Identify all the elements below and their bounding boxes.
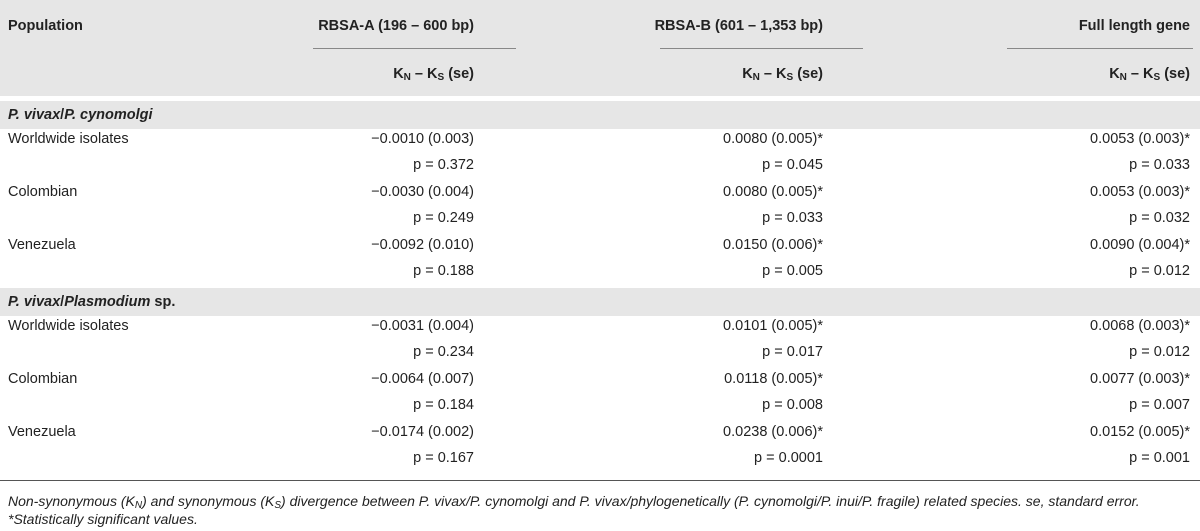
pvalue-rbsa-a: p = 0.372 [413,157,474,173]
value-rbsa-b: 0.0118 (0.005)* [724,371,823,387]
section-title: P. vivax/Plasmodium sp. [8,294,176,310]
header-rule-c [1007,48,1193,49]
value-full-length: 0.0090 (0.004)* [1090,237,1190,253]
pvalue-rbsa-b: p = 0.033 [762,210,823,226]
value-rbsa-a: −0.0174 (0.002) [371,424,474,440]
pvalue-full-length: p = 0.012 [1129,344,1190,360]
header-kn-ks-a: $K_N - K_S$ (se) [393,66,474,83]
pvalue-full-length: p = 0.033 [1129,157,1190,173]
value-rbsa-b: 0.0150 (0.006)* [723,237,823,253]
value-full-length: 0.0053 (0.003)* [1090,131,1190,147]
pvalue-rbsa-a: p = 0.234 [413,344,474,360]
section-title: P. vivax/P. cynomolgi [8,107,153,123]
header-rbsa-b: RBSA-B (601 – 1,353 bp) [654,18,823,34]
pvalue-full-length: p = 0.032 [1129,210,1190,226]
pvalue-rbsa-a: p = 0.167 [413,450,474,466]
pvalue-full-length: p = 0.012 [1129,263,1190,279]
pvalue-rbsa-a: p = 0.249 [413,210,474,226]
row-population: Venezuela [8,424,76,440]
row-population: Worldwide isolates [8,318,129,334]
value-rbsa-b: 0.0238 (0.006)* [723,424,823,440]
header-population: Population [8,18,83,34]
value-rbsa-b: 0.0080 (0.005)* [723,131,823,147]
table-footnote: Non-synonymous $(K_N)$ and synonymous $(K_S)$ divergence between P. vivax/P. cynomolgi and P. vivax/phylogenetically (P. cynomolgi/P. inui/P. fragile) related species. se, standard error. *Statistically significant values. [8,493,1140,527]
value-rbsa-a: −0.0010 (0.003) [371,131,474,147]
header-rule-a [313,48,516,49]
header-kn-ks-c: $K_N - K_S$ (se) [1109,66,1190,83]
value-full-length: 0.0152 (0.005)* [1090,424,1190,440]
value-rbsa-b: 0.0101 (0.005)* [723,318,823,334]
pvalue-rbsa-b: p = 0.005 [762,263,823,279]
header-full-length: Full length gene [1078,18,1190,34]
pvalue-rbsa-b: p = 0.045 [762,157,823,173]
value-rbsa-a: −0.0092 (0.010) [371,237,474,253]
value-full-length: 0.0068 (0.003)* [1090,318,1190,334]
pvalue-full-length: p = 0.007 [1129,397,1190,413]
pvalue-rbsa-a: p = 0.188 [413,263,474,279]
pvalue-rbsa-b: p = 0.0001 [754,450,823,466]
table-bottom-rule [0,480,1200,481]
value-full-length: 0.0077 (0.003)* [1090,371,1190,387]
section-background [0,288,1200,316]
row-population: Venezuela [8,237,76,253]
header-rule-b [660,48,863,49]
value-rbsa-a: −0.0031 (0.004) [371,318,474,334]
pvalue-full-length: p = 0.001 [1129,450,1190,466]
pvalue-rbsa-b: p = 0.008 [762,397,823,413]
pvalue-rbsa-b: p = 0.017 [762,344,823,360]
value-rbsa-b: 0.0080 (0.005)* [723,184,823,200]
section-background [0,101,1200,129]
pvalue-rbsa-a: p = 0.184 [413,397,474,413]
value-rbsa-a: −0.0030 (0.004) [371,184,474,200]
header-kn-ks-b: $K_N - K_S$ (se) [742,66,823,83]
value-rbsa-a: −0.0064 (0.007) [371,371,474,387]
row-population: Colombian [8,371,78,387]
row-population: Worldwide isolates [8,131,129,147]
value-full-length: 0.0053 (0.003)* [1090,184,1190,200]
row-population: Colombian [8,184,78,200]
header-rbsa-a: RBSA-A (196 – 600 bp) [318,18,474,34]
